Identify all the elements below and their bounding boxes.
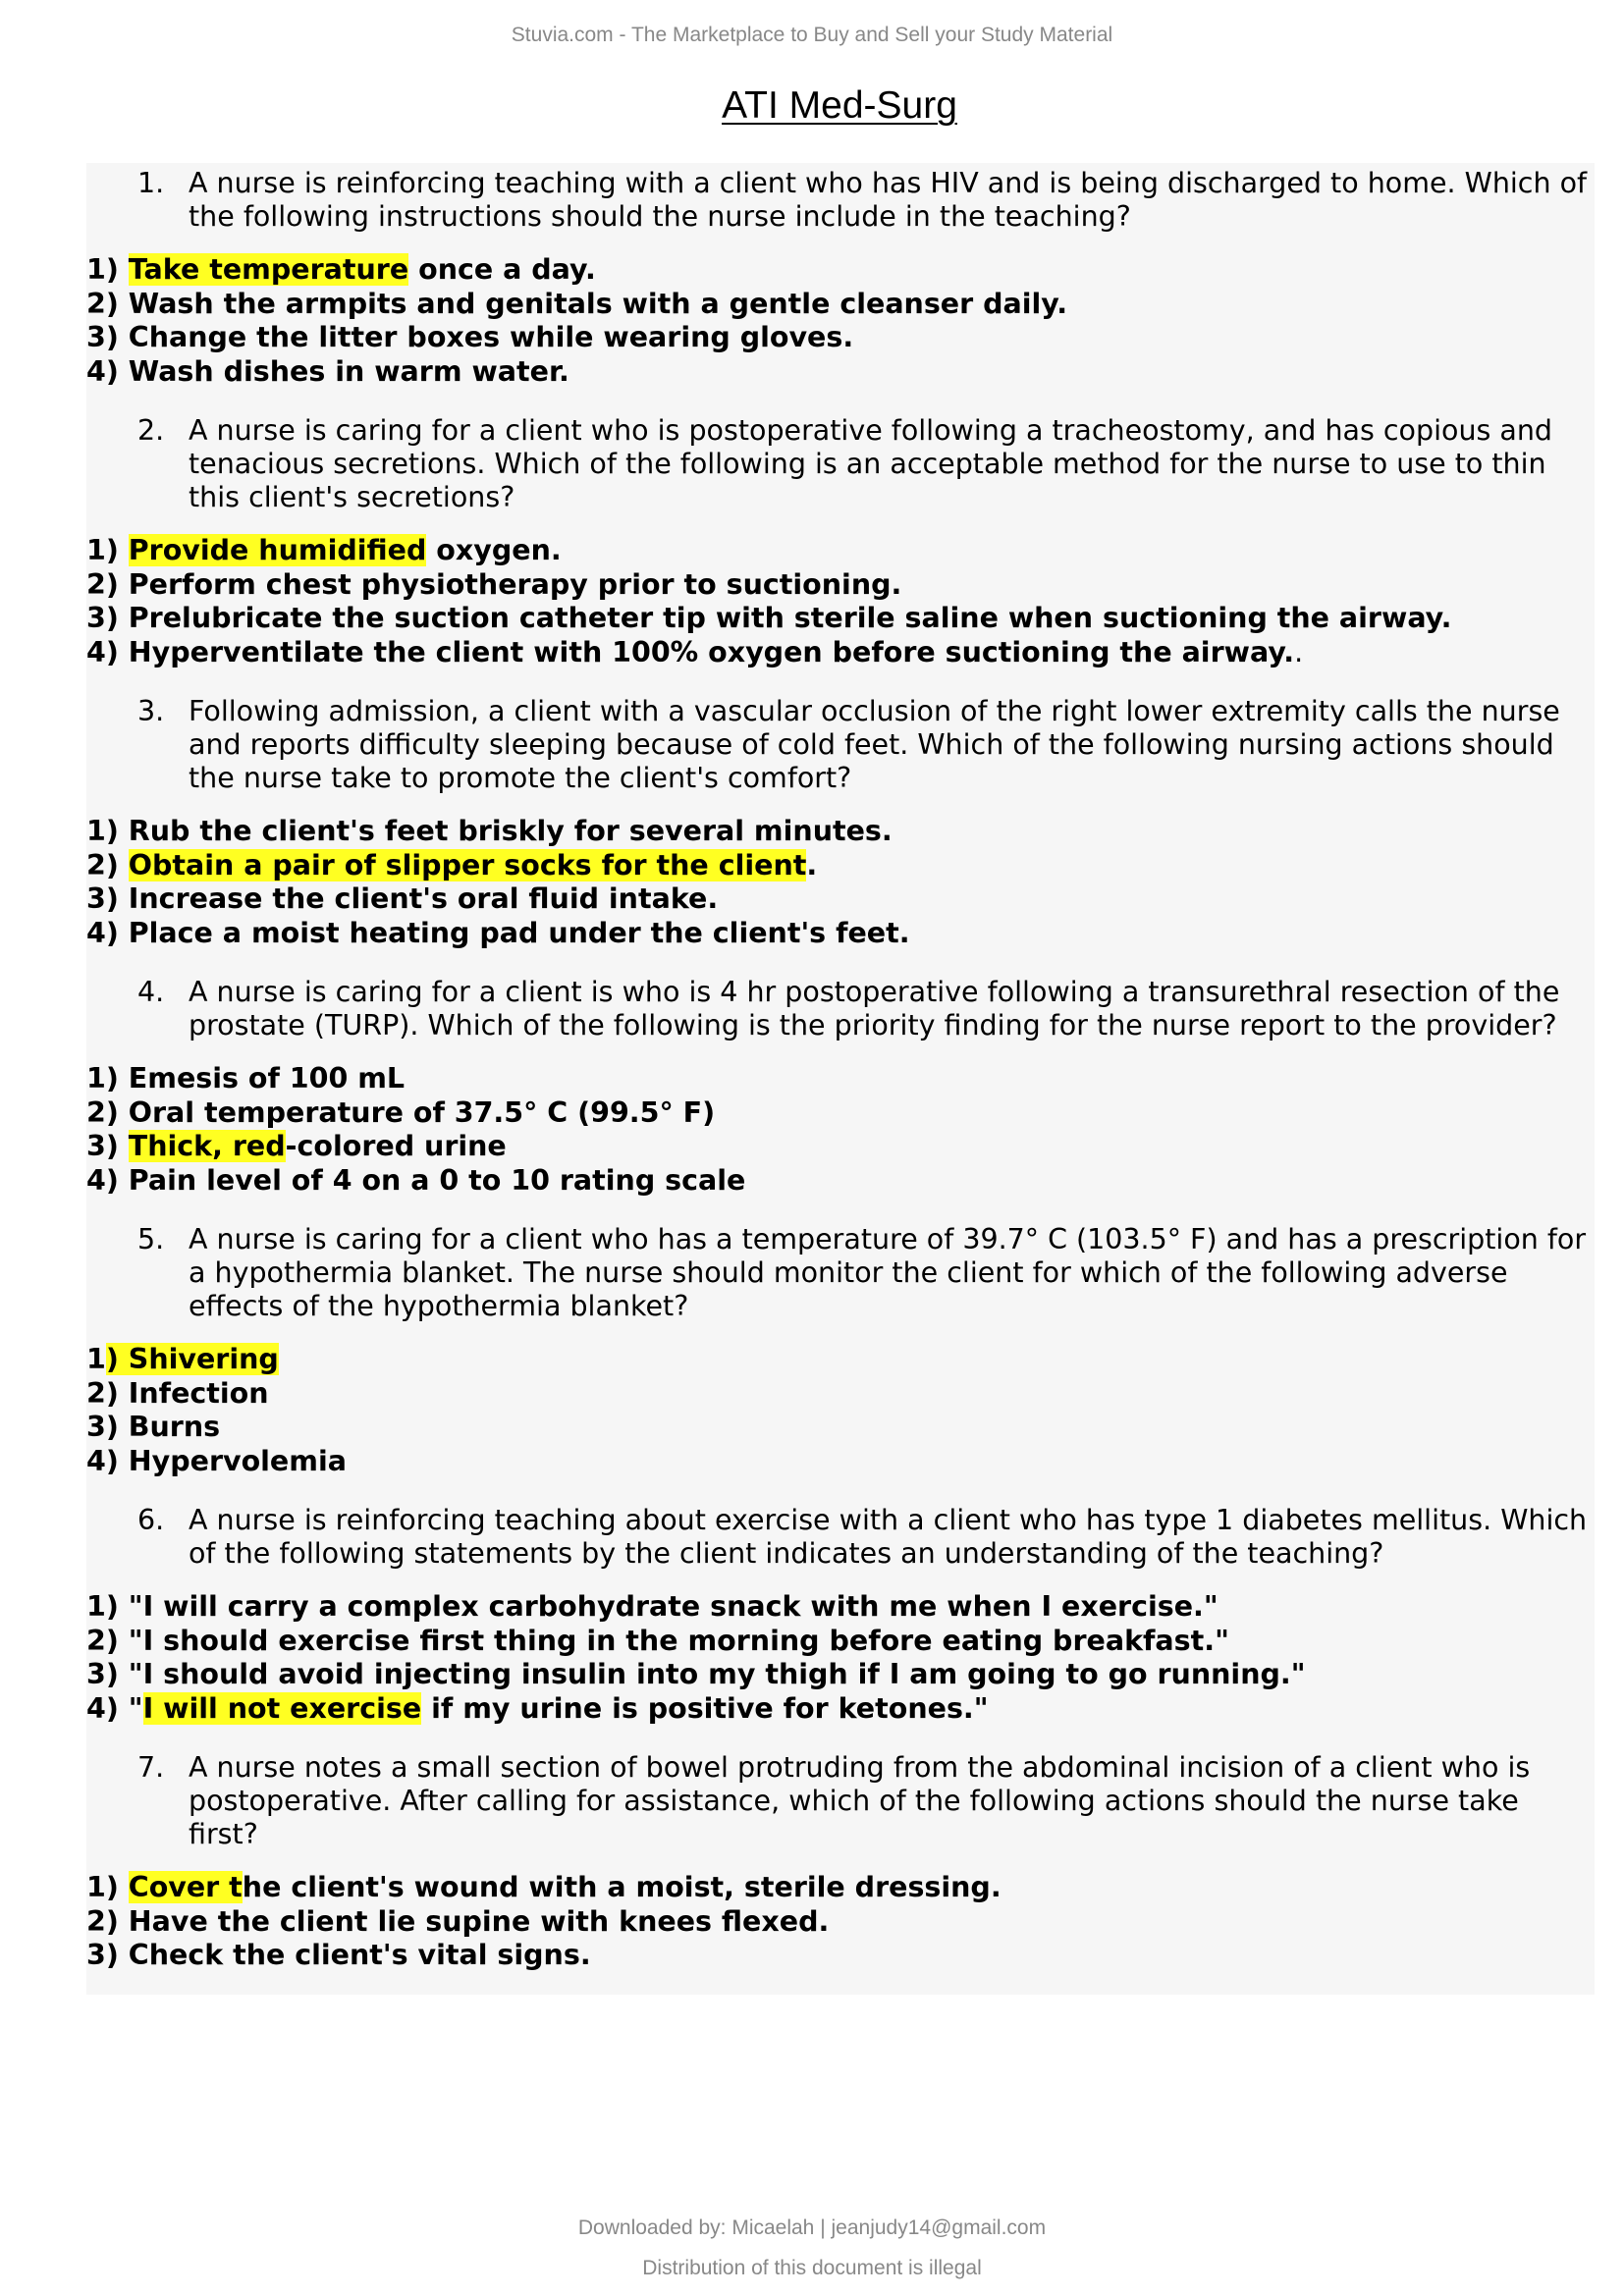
question-text: Following admission, a client with a vascular occlusion of the right lower extremity calls the nurse and reports difficulty sleeping because of cold feet. Which of the following nursing actions should the nurse take to promote the client's comfort? (189, 695, 1560, 794)
option-text: 1) "I will carry a complex carbohydrate snack with me when I exercise." (86, 1590, 1218, 1623)
answer-option (86, 1411, 1595, 1445)
answer-option (86, 1625, 1595, 1659)
option-text: 4) Place a moist heating pad under the client's feet. (86, 916, 910, 949)
answer-option (86, 1096, 1595, 1131)
highlighted-answer: ) Shivering (105, 1343, 279, 1375)
answer-option (86, 568, 1595, 603)
question-block (86, 691, 1595, 972)
answer-option (86, 253, 1595, 288)
option-text: 4) Wash dishes in warm water. (86, 354, 569, 388)
option-text: 3) Change the litter boxes while wearing gloves. (86, 321, 854, 353)
question-number: 1. (137, 167, 165, 199)
question-block (86, 972, 1595, 1219)
option-text-rest: once a day. (408, 253, 596, 286)
option-text: 1) Rub the client's feet briskly for several minutes. (86, 815, 893, 847)
option-text: 3) Burns (86, 1411, 221, 1443)
option-text-rest: -colored urine (285, 1130, 507, 1162)
question-text: A nurse notes a small section of bowel protruding from the abdominal incision of a client who is postoperative. After calling for assistance, which of the following actions should the nurse take first? (189, 1751, 1531, 1850)
question-block (86, 1219, 1595, 1500)
question-block (86, 1747, 1595, 1995)
option-text: 1) (86, 534, 129, 566)
answer-option (86, 1343, 1595, 1377)
question-stem (137, 1751, 1595, 1871)
answer-option (86, 1164, 1595, 1199)
answer-option (86, 1062, 1595, 1096)
question-stem (137, 414, 1595, 534)
option-text: 4) " (86, 1691, 143, 1725)
answer-option (86, 917, 1595, 951)
answer-option (86, 1905, 1595, 1940)
question-block (86, 410, 1595, 691)
answer-option (86, 1692, 1595, 1727)
option-text-rest: . (806, 848, 818, 881)
option-text: 2) (86, 848, 129, 881)
answer-option (86, 534, 1595, 568)
question-text: A nurse is reinforcing teaching about exercise with a client who has type 1 diabetes mellitus. Which of the following statements by the client indicates an understanding of the teaching? (189, 1504, 1588, 1570)
highlighted-answer: Provide humidified (128, 534, 427, 566)
question-stem (137, 1504, 1595, 1590)
answer-option (86, 882, 1595, 917)
answer-option (86, 355, 1595, 390)
highlighted-answer: Cover t (128, 1871, 243, 1903)
answer-option (86, 1377, 1595, 1412)
question-text: A nurse is caring for a client who has a temperature of 39.7° C (103.5° F) and has a prescription for a hypothermia blanket. The nurse should monitor the client for which of the following adverse effects of the hypothermia blanket? (189, 1223, 1587, 1322)
answer-option (86, 1939, 1595, 1973)
question-list (86, 163, 1595, 1995)
question-stem (137, 167, 1595, 253)
option-text: 1 (86, 1343, 106, 1375)
option-text: 3) "I should avoid injecting insulin into my thigh if I am going to go running." (86, 1658, 1306, 1690)
question-number: 4. (137, 976, 165, 1008)
question-stem (137, 695, 1595, 815)
question-number: 5. (137, 1223, 165, 1255)
question-number: 6. (137, 1504, 165, 1536)
answer-option (86, 1130, 1595, 1164)
option-text: 2) "I should exercise first thing in the morning before eating breakfast." (86, 1624, 1229, 1657)
option-text: 2) Oral temperature of 37.5° C (99.5° F) (86, 1095, 716, 1129)
option-text: 3) Check the client's vital signs. (86, 1939, 591, 1971)
option-text: 1) (86, 253, 129, 286)
highlighted-answer: Obtain a pair of slipper socks for the client (128, 848, 807, 881)
option-text: 2) Wash the armpits and genitals with a gentle cleanser daily. (86, 287, 1068, 320)
question-stem (137, 976, 1595, 1062)
answer-option (86, 288, 1595, 322)
answer-option (86, 1871, 1595, 1905)
answer-option (86, 602, 1595, 636)
option-text-rest: if my urine is positive for ketones." (421, 1691, 989, 1725)
highlighted-answer: I will not exercise (142, 1691, 422, 1725)
option-text: 4) Hyperventilate the client with 100% oxygen before suctioning the airway. (86, 635, 1295, 668)
option-text: 4) Hypervolemia (86, 1444, 347, 1477)
question-block (86, 163, 1595, 410)
distribution-notice: Distribution of this document is illegal (642, 2257, 982, 2279)
question-number: 3. (137, 695, 165, 727)
question-number: 2. (137, 414, 165, 447)
answer-option (86, 321, 1595, 355)
stuvia-header: Stuvia.com - The Marketplace to Buy and Sell your Study Material (511, 24, 1113, 46)
option-text: 2) Infection (86, 1376, 269, 1410)
downloaded-by-footer: Downloaded by: Micaelah | jeanjudy14@gmail.com (577, 2216, 1047, 2239)
answer-option (86, 1445, 1595, 1479)
option-text-rest: he client's wound with a moist, sterile dressing. (242, 1871, 1001, 1903)
highlighted-answer: Take temperature (128, 253, 409, 286)
question-text: A nurse is caring for a client is who is 4 hr postoperative following a transurethral resection of the prostate (TURP). Which of the following is the priority finding for the nurse report to the provider? (189, 976, 1560, 1041)
question-text: A nurse is reinforcing teaching with a client who has HIV and is being discharged to home. Which of the following instructions should the nurse include in the teaching? (189, 167, 1588, 233)
option-text: 2) Have the client lie supine with knees flexed. (86, 1904, 830, 1938)
answer-option (86, 849, 1595, 883)
question-block (86, 1500, 1595, 1747)
option-text: 2) Perform chest physiotherapy prior to suctioning. (86, 567, 902, 601)
answer-option (86, 1590, 1595, 1625)
option-text-rest: oxygen. (426, 534, 562, 566)
option-text: 4) Pain level of 4 on a 0 to 10 rating scale (86, 1163, 746, 1197)
question-text: A nurse is caring for a client who is postoperative following a tracheostomy, and has copious and tenacious secretions. Which of the following is an acceptable method for the nurse to use to thin this client's secretions? (189, 414, 1553, 513)
option-trailing-period: . (1294, 635, 1304, 668)
answer-option (86, 815, 1595, 849)
question-stem (137, 1223, 1595, 1343)
option-text: 1) (86, 1871, 129, 1903)
answer-option (86, 1658, 1595, 1692)
option-text: 3) (86, 1130, 129, 1162)
highlighted-answer: Thick, red (128, 1130, 286, 1162)
option-text: 3) Increase the client's oral fluid intake. (86, 882, 719, 915)
question-number: 7. (137, 1751, 165, 1784)
document-title: ATI Med-Surg (722, 84, 957, 127)
option-text: 1) Emesis of 100 mL (86, 1062, 406, 1095)
option-text: 3) Prelubricate the suction catheter tip with sterile saline when suctioning the airway. (86, 602, 1452, 634)
answer-option (86, 636, 1595, 670)
